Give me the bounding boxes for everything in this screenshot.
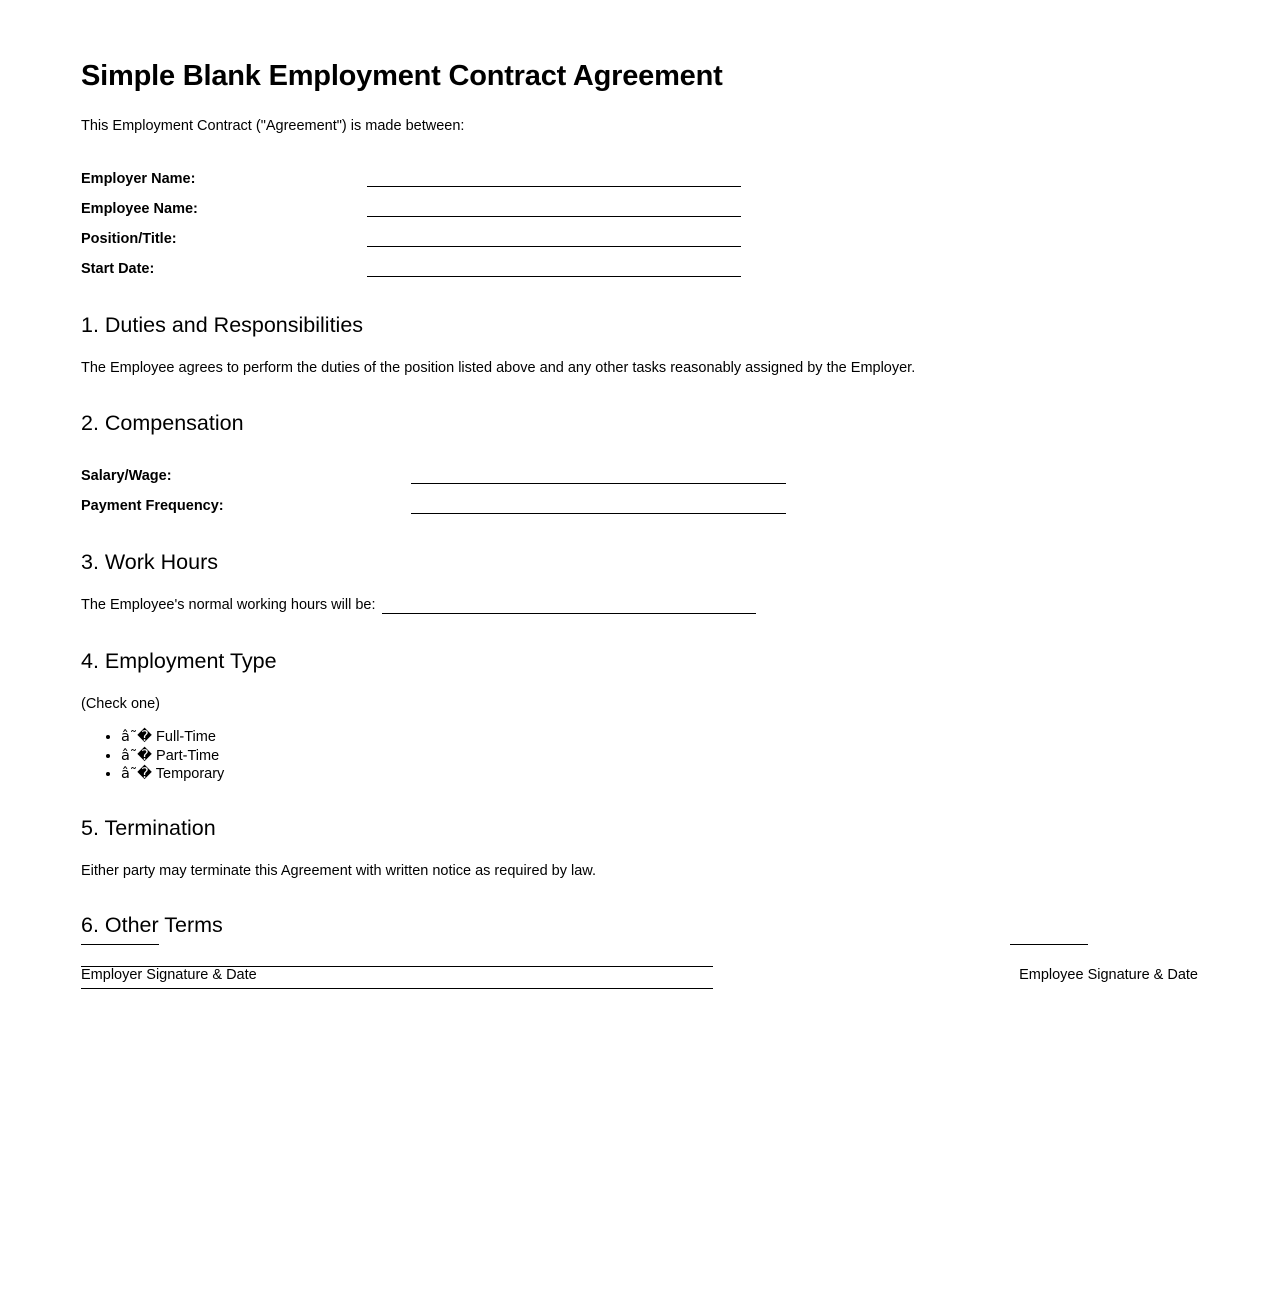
salary-wage-input[interactable] (411, 483, 786, 484)
start-date-input[interactable] (367, 276, 741, 277)
option-label-temporary: Temporary (155, 766, 225, 783)
field-row-payment-frequency (81, 488, 1198, 518)
field-row-employee-name (81, 191, 1198, 221)
option-label-part-time: Part-Time (156, 747, 220, 764)
field-row-position-title (81, 221, 1198, 251)
work-hours-lead-text: The Employee's normal working hours will be: (81, 597, 376, 614)
employer-signature-label: Employer Signature & Date (81, 967, 257, 983)
page-title: Simple Blank Employment Contract Agreement (81, 60, 723, 92)
section-heading-compensation: 2. Compensation (81, 410, 244, 435)
payment-frequency-label: Payment Frequency: (81, 497, 224, 514)
employer-signature-block (81, 944, 257, 985)
employment-type-options (81, 714, 1198, 784)
list-item-part-time[interactable] (121, 747, 1198, 766)
field-row-start-date (81, 251, 1198, 281)
option-label-full-time: Full-Time (156, 729, 216, 746)
employer-name-label: Employer Name: (81, 170, 196, 187)
checkbox-icon[interactable]: â˜� (121, 766, 153, 783)
list-item-full-time[interactable] (121, 728, 1198, 747)
section-body-termination: Either party may terminate this Agreement with written notice as required by law. (81, 862, 596, 879)
work-hours-input[interactable] (382, 613, 756, 614)
section-heading-duties: 1. Duties and Responsibilities (81, 313, 364, 338)
compensation-field-block (81, 458, 1198, 518)
section-heading-termination: 5. Termination (81, 815, 216, 840)
checkbox-icon[interactable]: â˜� (121, 747, 153, 764)
employee-signature-label: Employee Signature & Date (1019, 967, 1198, 983)
field-row-salary-wage (81, 458, 1198, 488)
work-hours-field-row (81, 576, 1198, 617)
field-row-employer-name (81, 161, 1198, 191)
employee-name-label: Employee Name: (81, 200, 198, 217)
section-heading-employment-type: 4. Employment Type (81, 648, 277, 673)
checkbox-icon[interactable]: â˜� (121, 729, 153, 746)
payment-frequency-input[interactable] (411, 513, 786, 514)
section-body-duties: The Employee agrees to perform the duties of the position listed above and any other tasks reasonably assigned by the Employer. (81, 359, 916, 376)
start-date-label: Start Date: (81, 260, 155, 277)
employment-type-note: (Check one) (81, 695, 160, 712)
salary-wage-label: Salary/Wage: (81, 467, 172, 484)
employee-signature-block (1010, 944, 1198, 985)
list-item-temporary[interactable] (121, 765, 1198, 784)
position-title-input[interactable] (367, 246, 741, 247)
employer-name-input[interactable] (367, 186, 741, 187)
parties-field-block (81, 161, 1198, 281)
section-heading-other-terms: 6. Other Terms (81, 913, 223, 938)
document-content (81, 0, 1198, 1010)
position-title-label: Position/Title: (81, 230, 177, 247)
other-terms-input-line-2[interactable] (81, 988, 713, 989)
employee-name-input[interactable] (367, 216, 741, 217)
section-heading-work-hours: 3. Work Hours (81, 550, 218, 575)
intro-paragraph: This Employment Contract ("Agreement") is made between: (81, 118, 465, 135)
signature-area (81, 944, 1198, 985)
